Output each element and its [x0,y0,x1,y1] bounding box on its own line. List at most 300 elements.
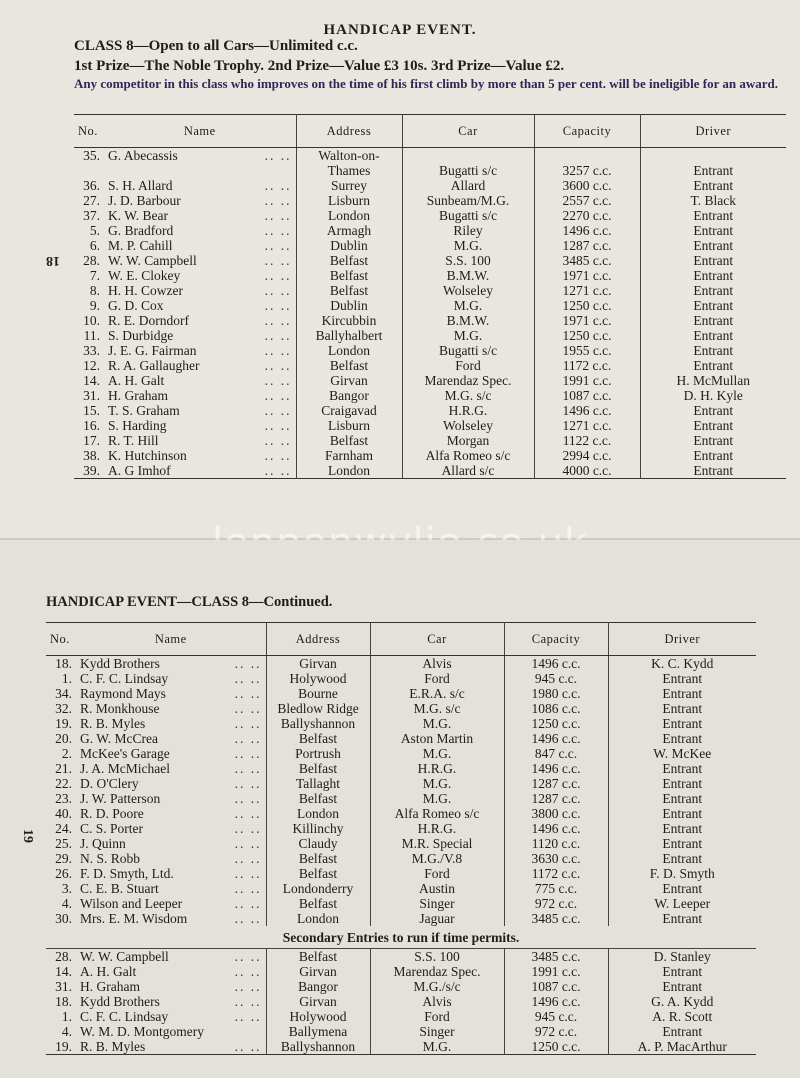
entrant-address-text: Claudy [298,836,338,851]
engine-capacity-text: 972 c.c. [534,896,578,911]
entry-number [74,388,104,403]
engine-capacity-text: 3485 c.c. [531,911,581,926]
leader-dots: .. .. [264,148,292,163]
car-model [402,298,534,313]
engine-capacity-text: 1980 c.c. [531,686,581,701]
leader-dots: .. .. [264,388,292,403]
car-model [370,686,504,701]
engine-capacity-text: 1087 c.c. [531,979,581,994]
engine-capacity-text: 2994 c.c. [562,448,612,463]
engine-capacity [534,313,640,328]
entry-number [74,178,104,193]
entrant-name-text: C. F. C. Lindsay [80,671,169,686]
engine-capacity [534,448,640,463]
car-model-text: H.R.G. [417,821,457,836]
entrant-name-text: G. Bradford [108,223,174,238]
driver-name-text: G. A. Kydd [651,994,714,1009]
driver-name-text: Entrant [662,911,703,926]
engine-capacity-text: 1271 c.c. [562,283,612,298]
car-model-text: Ford [455,358,481,373]
entrant-name [76,821,266,836]
entry-number [74,208,104,223]
entrant-address [266,716,370,731]
table-row [46,979,756,994]
car-model [370,701,504,716]
entrant-address [296,433,402,448]
entry-number [74,343,104,358]
driver-name-text: T. Black [690,193,736,208]
event-title: HANDICAP EVENT. [323,22,477,38]
entrant-name-text: A. H. Galt [108,373,165,388]
entrant-name [76,1009,266,1024]
entrant-name [76,949,266,965]
entrant-address-text: Girvan [299,994,337,1009]
driver-name [640,298,786,313]
table-row [74,253,786,268]
car-model [370,776,504,791]
entrant-address [266,979,370,994]
table-row [74,283,786,298]
entrant-address-text: Belfast [298,896,338,911]
entry-number [74,283,104,298]
car-model [402,418,534,433]
entrant-address [296,238,402,253]
header-capacity: Capacity [504,623,608,656]
driver-name [608,761,756,776]
engine-capacity-text: 1122 c.c. [562,433,612,448]
entrant-address [296,148,402,164]
entry-number [46,791,76,806]
driver-name [608,836,756,851]
car-model-text: M.G. [453,328,483,343]
driver-name [640,148,786,164]
leader-dots: .. .. [234,806,262,821]
entry-number-text: 31. [83,388,100,403]
car-model [370,746,504,761]
engine-capacity [534,208,640,223]
table-row [74,463,786,479]
entrant-name-text: J. D. Barbour [108,193,181,208]
entrant-address-text: Bledlow Ridge [277,701,359,716]
car-model [402,313,534,328]
entrant-name [76,896,266,911]
entrant-name-text: J. A. McMichael [80,761,170,776]
leader-dots: .. .. [234,896,262,911]
entry-number-text: 1. [61,671,72,686]
car-model-text: Jaguar [419,911,455,926]
table-row [74,163,786,178]
car-model [402,223,534,238]
entry-number [74,463,104,479]
entry-number [74,253,104,268]
entry-number-text: 20. [55,731,72,746]
car-model-text: M.G./V.8 [411,851,463,866]
engine-capacity [534,328,640,343]
entrant-name [104,253,296,268]
driver-name [608,866,756,881]
entrant-name [76,656,266,672]
table-row [46,731,756,746]
entrant-name [104,463,296,479]
driver-name [640,343,786,358]
entrant-name-text: W. E. Clokey [108,268,181,283]
header-no: No. [74,115,104,148]
entrant-address [266,1039,370,1055]
entrant-address-text: Belfast [298,791,338,806]
driver-name [608,656,756,672]
car-model [402,358,534,373]
engine-capacity [504,791,608,806]
engine-capacity-text: 1991 c.c. [562,373,612,388]
driver-name [608,979,756,994]
entrant-name-text: Raymond Mays [80,686,166,701]
entrant-address [266,656,370,672]
secondary-entries-heading: Secondary Entries to run if time permits. [46,926,756,949]
entrant-address-text: Ballyshannon [280,716,356,731]
entry-number-text: 35. [83,148,100,163]
entrant-name [76,731,266,746]
table-row [46,949,756,965]
engine-capacity-text: 1991 c.c. [531,964,581,979]
leader-dots: .. .. [264,358,292,373]
table-row [46,1009,756,1024]
entrant-name [76,1039,266,1055]
header-driver: Driver [608,623,756,656]
engine-capacity-text: 1955 c.c. [562,343,612,358]
entrant-address [296,388,402,403]
entrant-address-text: London [297,806,339,821]
entry-number [74,448,104,463]
leader-dots: .. .. [234,821,262,836]
car-model [402,268,534,283]
entrant-address-text: Ballyshannon [280,1039,356,1054]
entrant-name-text: A. G Imhof [108,463,171,478]
table-row [46,851,756,866]
engine-capacity [504,836,608,851]
leader-dots: .. .. [264,283,292,298]
driver-name [640,178,786,193]
entry-number [46,716,76,731]
entry-number [46,1039,76,1055]
engine-capacity-text: 1250 c.c. [562,298,612,313]
entry-number [74,313,104,328]
leader-dots: .. .. [264,328,292,343]
entrant-name-text: T. S. Graham [108,403,180,418]
table-row [46,776,756,791]
entry-number [74,433,104,448]
engine-capacity-text: 1496 c.c. [531,821,581,836]
table-row [46,1039,756,1055]
driver-name [640,313,786,328]
engine-capacity [534,163,640,178]
driver-name [640,238,786,253]
driver-name-text: W. McKee [653,746,712,761]
entrant-name-text: K. W. Bear [108,208,168,223]
driver-name [640,208,786,223]
car-model-text: Singer [419,896,455,911]
entrant-name-text: R. E. Dorndorf [108,313,189,328]
engine-capacity [504,731,608,746]
driver-name-text: Entrant [662,701,703,716]
entry-number [74,163,104,178]
entrant-name-text: S. Durbidge [108,328,174,343]
car-model [370,1024,504,1039]
leader-dots: .. .. [234,964,262,979]
car-model-text: M.G. s/c [413,701,461,716]
car-model [370,896,504,911]
car-model-text: Allard [450,178,486,193]
entrant-address-text: Lisburn [328,193,370,208]
leader-dots: .. .. [264,433,292,448]
entrant-name-text: W. W. Campbell [80,949,169,964]
entry-number-text: 28. [83,253,100,268]
header-driver: Driver [640,115,786,148]
entrant-name-text: Kydd Brothers [80,656,160,671]
header-address: Address [266,623,370,656]
table-row [46,911,756,926]
engine-capacity [504,821,608,836]
engine-capacity [504,964,608,979]
entrant-name [76,979,266,994]
car-model [402,433,534,448]
entrant-name-text: J. W. Patterson [80,791,161,806]
entrant-name [76,1024,266,1039]
engine-capacity [534,403,640,418]
engine-capacity-text: 1172 c.c. [531,866,581,881]
car-model-text: Allard s/c [441,463,495,478]
driver-name [608,1024,756,1039]
driver-name [640,418,786,433]
entrant-name-text: G. D. Cox [108,298,164,313]
leader-dots: .. .. [234,731,262,746]
entrant-address [266,851,370,866]
entry-number-text: 22. [55,776,72,791]
driver-name-text: Entrant [662,761,703,776]
engine-capacity-text: 1250 c.c. [562,328,612,343]
engine-capacity [504,851,608,866]
entrant-name-text: J. Quinn [80,836,126,851]
entry-number [74,223,104,238]
entry-number [74,373,104,388]
entrant-address-text: Bangor [298,979,338,994]
leader-dots: .. .. [264,178,292,193]
car-model-text: Bugatti s/c [438,163,498,178]
engine-capacity-text: 945 c.c. [534,671,578,686]
entry-number-text: 26. [55,866,72,881]
car-model-text: M.G. [422,746,452,761]
driver-name [640,358,786,373]
entry-number-text: 39. [83,463,100,478]
table-row [46,701,756,716]
driver-name-text: A. R. Scott [652,1009,713,1024]
driver-name-text: Entrant [662,821,703,836]
engine-capacity [504,701,608,716]
driver-name-text: Entrant [693,463,734,478]
engine-capacity [534,433,640,448]
entry-number-text: 28. [55,949,72,964]
engine-capacity-text: 1496 c.c. [562,403,612,418]
car-model [370,911,504,926]
engine-capacity [504,994,608,1009]
driver-name [640,373,786,388]
engine-capacity-text: 945 c.c. [534,1009,578,1024]
leader-dots: .. .. [234,791,262,806]
entrant-name-text: G. Abecassis [108,148,178,163]
entrant-name [104,163,296,178]
entrant-name [104,313,296,328]
car-model [370,791,504,806]
entrant-address-text: Holywood [289,1009,347,1024]
entrant-address [266,949,370,965]
leader-dots: .. .. [264,268,292,283]
entrant-address [296,328,402,343]
entrant-name-text: C. F. C. Lindsay [80,1009,169,1024]
entrant-name-text: S. Harding [108,418,167,433]
entrant-address-text: Belfast [329,433,369,448]
car-model [370,1009,504,1024]
car-model [402,208,534,223]
entrant-name-text: Kydd Brothers [80,994,160,1009]
entrant-address [266,1009,370,1024]
engine-capacity-text: 1971 c.c. [562,268,612,283]
leader-dots: .. .. [234,881,262,896]
engine-capacity [534,178,640,193]
entry-number-text: 19. [55,716,72,731]
entry-number [46,821,76,836]
entrant-name [76,964,266,979]
entrant-address [266,806,370,821]
header-car: Car [402,115,534,148]
leader-dots: .. .. [264,373,292,388]
engine-capacity-text: 1971 c.c. [562,313,612,328]
table-row [46,716,756,731]
leader-dots: .. .. [234,851,262,866]
table-row [46,836,756,851]
entrant-address-text: Girvan [330,373,368,388]
engine-capacity [504,949,608,965]
page-number: 18 [46,253,60,268]
car-model [402,403,534,418]
entrant-address-text: Holywood [289,671,347,686]
driver-name-text: Entrant [693,283,734,298]
engine-capacity [504,1009,608,1024]
driver-name [640,253,786,268]
engine-capacity-text: 1496 c.c. [562,223,612,238]
driver-name-text: Entrant [662,806,703,821]
entrant-address-text: Belfast [298,851,338,866]
car-model [402,343,534,358]
car-model [370,964,504,979]
car-model [370,716,504,731]
entry-number [46,656,76,672]
entry-number-text: 33. [83,343,100,358]
entry-number [46,979,76,994]
entry-number-text: 38. [83,448,100,463]
table-row [74,448,786,463]
entry-number-text: 10. [83,313,100,328]
table-header-row [46,623,756,656]
engine-capacity [534,298,640,313]
table-header-row [74,115,786,148]
entrant-address [296,418,402,433]
car-model [370,949,504,965]
entrant-address [266,866,370,881]
entry-number-text: 1. [61,1009,72,1024]
entry-number-text: 37. [83,208,100,223]
driver-name-text: D. Stanley [653,949,711,964]
entrant-name [104,328,296,343]
engine-capacity [534,223,640,238]
entrant-name [104,148,296,164]
entrant-name [104,433,296,448]
car-model-text: Marendaz Spec. [393,964,481,979]
leader-dots: .. .. [234,1039,262,1054]
table-row [74,313,786,328]
entry-number-text: 18. [55,656,72,671]
driver-name [608,911,756,926]
car-model-text: M.G. [422,791,452,806]
engine-capacity-text: 1287 c.c. [531,776,581,791]
entrant-name [104,178,296,193]
driver-name-text: Entrant [693,358,734,373]
entrant-address [266,1024,370,1039]
entrant-name [76,761,266,776]
car-model-text: M.G. [453,238,483,253]
engine-capacity-text: 1496 c.c. [531,656,581,671]
entrant-address [266,731,370,746]
entrant-address [266,791,370,806]
engine-capacity [534,193,640,208]
entrant-name-text: R. D. Poore [80,806,144,821]
table-row [74,328,786,343]
entrant-name-text: J. E. G. Fairman [108,343,197,358]
car-model-text: Alvis [422,656,452,671]
engine-capacity-text: 1120 c.c. [531,836,581,851]
engine-capacity [534,283,640,298]
engine-capacity [504,746,608,761]
driver-name [640,433,786,448]
table-row [46,994,756,1009]
entrant-name-text: G. W. McCrea [80,731,158,746]
driver-name [608,776,756,791]
entry-number [46,911,76,926]
entrant-address [266,686,370,701]
table-row [74,238,786,253]
driver-name-text: H. McMullan [676,373,750,388]
driver-name-text: F. D. Smyth [649,866,715,881]
entrant-name-text: R. A. Gallaugher [108,358,200,373]
driver-name-text: Entrant [693,238,734,253]
engine-capacity-text: 2557 c.c. [562,193,612,208]
car-model [370,881,504,896]
table-row [46,1024,756,1039]
entrant-name-text: R. T. Hill [108,433,159,448]
table-row [74,433,786,448]
engine-capacity-text: 1496 c.c. [531,994,581,1009]
entrant-address [296,268,402,283]
driver-name-text: Entrant [693,433,734,448]
entrant-address [296,208,402,223]
driver-name-text: Entrant [662,1024,703,1039]
table-row [46,964,756,979]
entrant-name [104,358,296,373]
car-model-text: Ford [424,1009,450,1024]
entry-number-text: 14. [55,964,72,979]
entrant-address [266,821,370,836]
entry-number-text: 3. [61,881,72,896]
eligibility-notice: Any competitor in this class who improves on the time of his first climb by more than 5 per cent. will be ineligible for an award. [74,76,779,91]
table-row [46,656,756,672]
